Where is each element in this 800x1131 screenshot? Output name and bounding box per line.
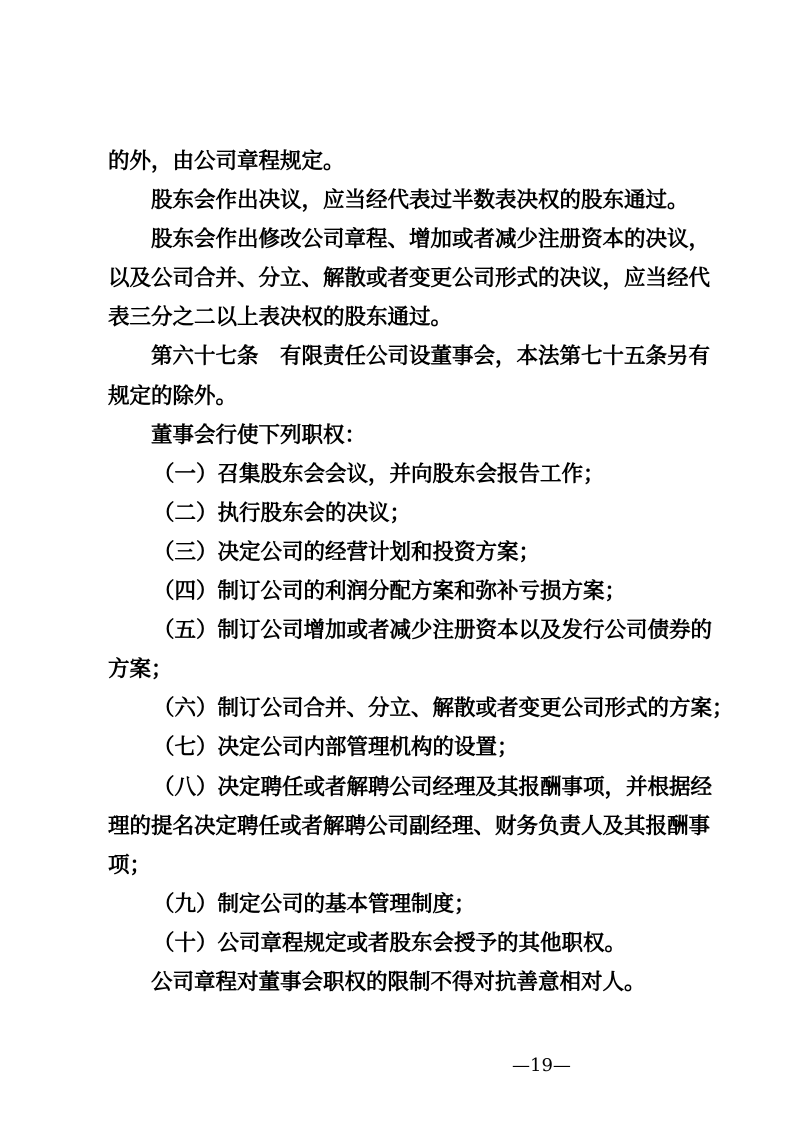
- article-heading-line: 第六十七条 有限责任公司设董事会，本法第七十五条另有: [151, 344, 711, 370]
- text-line: 的外，由公司章程规定。: [108, 149, 345, 174]
- text-line: 股东会作出修改公司章程、增加或者减少注册资本的决议，: [151, 227, 711, 253]
- list-item: （十）公司章程规定或者股东会授予的其他职权。: [153, 930, 627, 956]
- text-line: 规定的除外。: [108, 383, 238, 409]
- list-item: （九）制定公司的基本管理制度；: [153, 891, 476, 917]
- list-item: （三）决定公司的经营计划和投资方案；: [153, 539, 541, 565]
- list-item: （八）决定聘任或者解聘公司经理及其报酬事项，并根据经: [153, 774, 713, 800]
- text-line: 公司章程对董事会职权的限制不得对抗善意相对人。: [151, 969, 646, 995]
- list-item: （七）决定公司内部管理机构的设置；: [153, 735, 519, 761]
- text-line: 表三分之二以上表决权的股东通过。: [108, 305, 453, 331]
- text-line: 方案；: [108, 657, 173, 683]
- text-line: 以及公司合并、分立、解散或者变更公司形式的决议，应当经代: [108, 266, 711, 292]
- text-line: 董事会行使下列职权：: [151, 422, 367, 448]
- list-item: （六）制订公司合并、分立、解散或者变更公司形式的方案；: [153, 696, 734, 722]
- page-number: —19—: [512, 1055, 571, 1076]
- document-body: [108, 142, 734, 1002]
- text-line: 股东会作出决议，应当经代表过半数表决权的股东通过。: [151, 188, 689, 214]
- list-item: （一）召集股东会会议，并向股东会报告工作；: [153, 461, 605, 487]
- list-item: （四）制订公司的利润分配方案和弥补亏损方案；: [153, 579, 627, 605]
- list-item: （二）执行股东会的决议；: [153, 500, 412, 526]
- list-item: （五）制订公司增加或者减少注册资本以及发行公司债券的: [153, 618, 713, 644]
- text-line: 项；: [108, 852, 152, 878]
- text-line: 理的提名决定聘任或者解聘公司副经理、财务负责人及其报酬事: [108, 813, 711, 839]
